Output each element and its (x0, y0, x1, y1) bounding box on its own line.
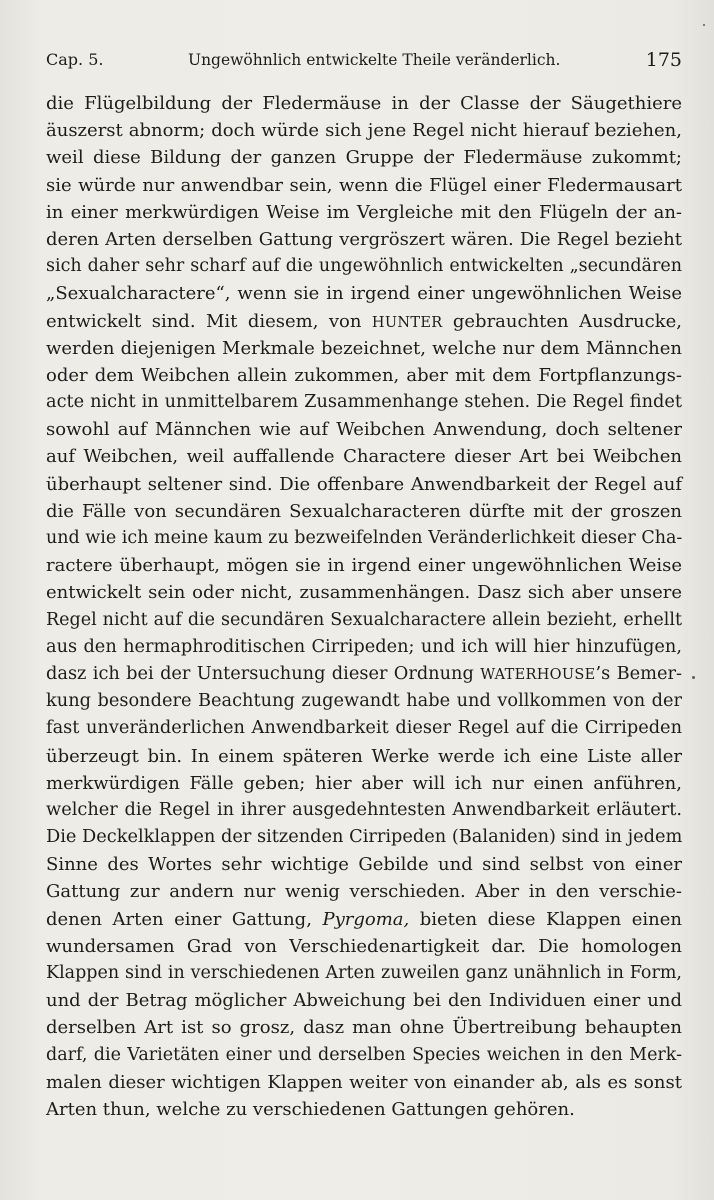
text-run: sowohl auf Männchen wie auf Weibchen Anwendung, doch seltener (46, 419, 682, 441)
text-line (46, 715, 682, 742)
text-line (46, 878, 682, 905)
text-line (46, 335, 682, 362)
text-line (46, 389, 682, 416)
text-run: gebrauchten Ausdrucke, (442, 310, 682, 332)
text-line (46, 1014, 682, 1041)
text-line (46, 987, 682, 1014)
text-run: und der Betrag möglicher Abweichung bei den Individuen einer und (46, 990, 682, 1012)
text-line (46, 851, 682, 878)
text-line (46, 552, 682, 579)
text-run: merkwürdigen Fälle geben; hier aber will ich nur einen anführen, (46, 772, 682, 794)
text-run: entwickelt sein oder nicht, zusammenhängen. Dasz sich aber unsere (46, 582, 682, 604)
text-run: acte nicht in unmittelbarem Zusammenhange stehen. Die Regel findet (46, 392, 682, 413)
text-run: Klappen sind in verschiedenen Arten zuweilen ganz unähnlich in Form, (46, 963, 682, 983)
text-run: Die Deckelklappen der sitzenden Cirripeden (Balaniden) sind in jedem (46, 827, 683, 848)
body-text (46, 90, 682, 1123)
text-line (46, 579, 682, 606)
text-line (46, 1042, 682, 1069)
text-run: auf Weibchen, weil auffallende Charactere dieser Art bei Weibchen (46, 446, 682, 468)
text-line (46, 960, 682, 987)
text-line (46, 1069, 682, 1096)
text-run: in einer merkwürdigen Weise im Vergleiche mit den Flügeln der an- (46, 201, 682, 223)
text-line (46, 688, 682, 715)
text-run: oder dem Weibchen allein zukommen, aber mit dem Fortpflanzungs- (46, 364, 682, 386)
text-line (46, 308, 682, 335)
text-run: überhaupt seltener sind. Die offenbare Anwendbarkeit der Regel auf (46, 473, 682, 495)
text-line (46, 117, 682, 144)
text-line (46, 906, 682, 933)
text-run: Sinne des Wortes sehr wichtige Gebilde und sind selbst von einer (46, 854, 682, 876)
text-run: welcher die Regel in ihrer ausgedehntesten Anwendbarkeit erläutert. (46, 799, 682, 820)
text-run: die Flügelbildung der Fledermäuse in der Classe der Säugethiere (46, 93, 682, 114)
text-line (46, 443, 682, 470)
text-run: darf, die Varietäten einer und derselben Species weichen in den Merk- (46, 1044, 682, 1065)
text-run: „Sexualcharactere“, wenn sie in irgend einer ungewöhnlichen Weise (46, 283, 682, 305)
text-line (46, 280, 682, 307)
text-run: weil diese Bildung der ganzen Gruppe der Fledermäuse zukommt; (46, 147, 682, 169)
text-run: entwickelt sind. Mit diesem, von (46, 310, 372, 332)
text-run: Regel nicht auf die secundären Sexualcharactere allein bezieht, erhellt (46, 609, 682, 630)
text-run: wundersamen Grad von Verschiedenartigkeit dar. Die homologen (46, 935, 682, 957)
chapter-label: Cap. 5. (46, 50, 104, 69)
running-head (46, 47, 682, 73)
text-run: und wie ich meine kaum zu bezweifelnden Veränderlichkeit dieser Cha- (46, 528, 683, 548)
text-line (46, 226, 682, 253)
text-line (46, 199, 682, 226)
text-run: sich daher sehr scharf auf die ungewöhnlich entwickelten „secundären (46, 256, 682, 277)
text-line (46, 770, 682, 797)
text-line (46, 172, 682, 199)
text-run: dasz ich bei der Untersuchung dieser Ordnung (46, 663, 481, 684)
text-line (46, 797, 682, 824)
text-run: ractere überhaupt, mögen sie in irgend einer ungewöhnlichen Weise (46, 555, 682, 577)
text-run: derselben Art ist so grosz, dasz man ohne Übertreibung behaupten (46, 1017, 682, 1039)
text-run: werden diejenigen Merkmale bezeichnet, welche nur dem Männchen (46, 337, 682, 359)
text-line (46, 525, 682, 552)
text-line (46, 661, 682, 688)
text-line (46, 634, 682, 661)
author-name: WATERHOUSE (480, 666, 596, 683)
text-line (46, 253, 682, 280)
text-line (46, 743, 682, 770)
author-name: HUNTER (371, 314, 443, 331)
text-run: die Fälle von secundären Sexualcharacteren dürfte mit der groszen (46, 500, 682, 522)
text-run: sie würde nur anwendbar sein, wenn die Flügel einer Fledermausart (46, 174, 682, 196)
text-run: überzeugt bin. In einem späteren Werke werde ich eine Liste aller (46, 745, 682, 767)
print-speck (703, 24, 705, 26)
text-run: malen dieser wichtigen Klappen weiter von einander ab, als es sonst (46, 1071, 682, 1093)
running-title: Ungewöhnlich entwickelte Theile veränderlich. (188, 51, 561, 69)
text-run: Gattung zur andern nur wenig verschieden. Aber in den verschie- (46, 881, 682, 903)
text-line (46, 498, 682, 525)
text-line (46, 933, 682, 960)
genus-name: Pyrgoma, (322, 908, 410, 930)
text-line (46, 90, 682, 117)
text-line (46, 471, 682, 498)
print-speck (692, 676, 695, 679)
text-run: äuszerst abnorm; doch würde sich jene Regel nicht hierauf beziehen, (46, 120, 682, 142)
page-number: 175 (645, 49, 682, 71)
text-line (46, 607, 682, 634)
text-run: denen Arten einer Gattung, (46, 908, 323, 930)
text-run: Arten thun, welche zu verschiedenen Gattungen gehören. (46, 1098, 575, 1120)
text-run: ’s Bemer- (595, 663, 682, 684)
text-line (46, 362, 682, 389)
text-run: bieten diese Klappen einen (409, 908, 683, 930)
text-line (46, 416, 682, 443)
text-run: fast unveränderlichen Anwendbarkeit dieser Regel auf die Cirripeden (46, 718, 682, 739)
text-run: aus den hermaphroditischen Cirripeden; und ich will hier hinzufügen, (46, 636, 682, 657)
text-run: kung besondere Beachtung zugewandt habe und vollkommen von der (46, 691, 682, 712)
text-line (46, 824, 682, 851)
text-run: deren Arten derselben Gattung vergröszert wären. Die Regel bezieht (46, 228, 682, 250)
text-line (46, 144, 682, 171)
text-line (46, 1096, 682, 1123)
